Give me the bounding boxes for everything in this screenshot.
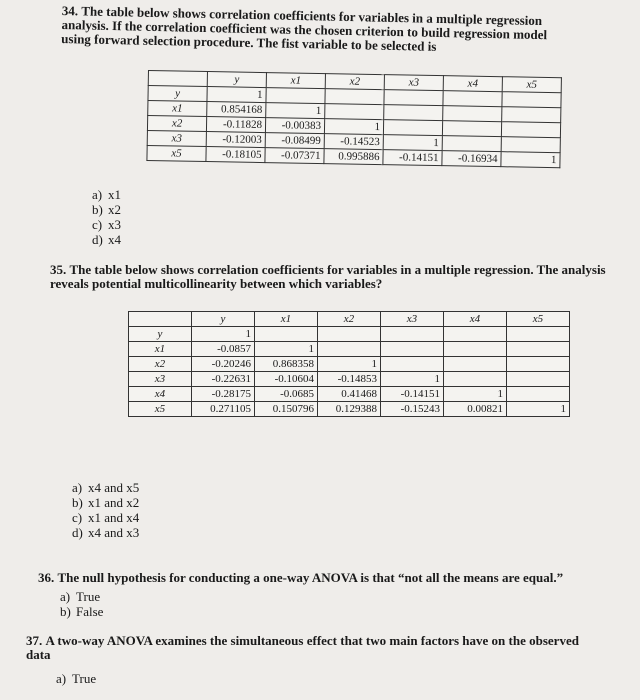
table-cell: -0.08499 (265, 133, 324, 149)
question-37 (26, 634, 606, 662)
table-cell: 0.41468 (318, 387, 381, 402)
table-cell: 1 (501, 152, 560, 168)
table-cell (266, 88, 325, 104)
column-header (129, 312, 192, 327)
table-cell (325, 104, 384, 120)
table-cell (507, 372, 570, 387)
row-header: x1 (148, 101, 207, 117)
row-header: x3 (147, 130, 206, 146)
table-cell: 1 (507, 402, 570, 417)
table-cell (255, 327, 318, 342)
column-header: y (192, 312, 255, 327)
column-header: y (207, 72, 266, 88)
column-header: x2 (318, 312, 381, 327)
answer-option[interactable] (92, 187, 121, 202)
options-q34 (92, 187, 121, 247)
answer-option[interactable] (56, 671, 96, 686)
table-cell (381, 357, 444, 372)
question-text: The table below shows correlation coefficients for variables in a multiple regression analysis. If the correlation coefficient was the chosen criterion to build regression model using forward selection procedure. The fist variable to be selected is (61, 3, 548, 54)
column-header: x5 (507, 312, 570, 327)
table-cell (507, 342, 570, 357)
table-cell: 0.00821 (444, 402, 507, 417)
option-text: x4 and x5 (88, 480, 140, 495)
table-cell: -0.18105 (206, 147, 265, 163)
table-cell: 1 (444, 387, 507, 402)
table-row (129, 327, 570, 342)
table-row (129, 372, 570, 387)
table-cell (381, 342, 444, 357)
table-cell: -0.15243 (381, 402, 444, 417)
option-text: True (76, 589, 101, 604)
table-cell (384, 105, 443, 121)
table-cell: 0.271105 (192, 402, 255, 417)
table-cell: -0.10604 (255, 372, 318, 387)
table-cell: 1 (383, 135, 442, 151)
table-cell: -0.20246 (192, 357, 255, 372)
table-cell (442, 121, 501, 137)
row-header: y (129, 327, 192, 342)
column-header (148, 71, 207, 87)
option-label: b) (92, 202, 103, 217)
table-cell (502, 92, 561, 108)
option-text: x1 and x4 (88, 510, 140, 525)
question-36 (38, 571, 608, 585)
table-cell: -0.07371 (265, 148, 324, 164)
option-text: x4 and x3 (88, 525, 140, 540)
row-header: x2 (129, 357, 192, 372)
table-cell (381, 327, 444, 342)
option-label: c) (72, 510, 83, 525)
option-label: a) (56, 671, 67, 686)
table-cell: -0.14151 (381, 387, 444, 402)
table-cell (318, 327, 381, 342)
question-text: The null hypothesis for conducting a one-way ANOVA is that “not all the means are equal.” (57, 570, 564, 585)
table-cell (501, 137, 560, 153)
table-cell (507, 357, 570, 372)
column-header: x4 (444, 312, 507, 327)
table-cell: 0.129388 (318, 402, 381, 417)
table-cell: 1 (266, 103, 325, 119)
column-header: x1 (266, 73, 325, 89)
table-cell (502, 107, 561, 123)
table-cell: 1 (381, 372, 444, 387)
answer-option[interactable] (60, 604, 103, 619)
option-text: True (72, 671, 97, 686)
table-cell: 1 (207, 87, 266, 103)
table-row (129, 402, 570, 417)
table-cell: -0.0685 (255, 387, 318, 402)
table-cell (325, 89, 384, 105)
answer-option[interactable] (92, 232, 121, 247)
answer-option[interactable] (72, 480, 139, 495)
question-number: 35. (50, 262, 67, 277)
table-cell (443, 91, 502, 107)
column-header: x5 (502, 77, 561, 93)
row-header: x1 (129, 342, 192, 357)
table-cell: 0.995886 (324, 149, 383, 165)
question-number: 36. (38, 570, 55, 585)
answer-option[interactable] (72, 525, 139, 540)
row-header: x4 (129, 387, 192, 402)
option-label: d) (72, 525, 83, 540)
table-cell (384, 90, 443, 106)
table-cell (383, 120, 442, 136)
options-q37 (56, 671, 96, 686)
table-cell: 1 (255, 342, 318, 357)
option-label: a) (92, 187, 103, 202)
option-text: x3 (108, 217, 121, 232)
answer-option[interactable] (92, 217, 121, 232)
table-header-row (129, 312, 570, 327)
table-cell: -0.14523 (324, 134, 383, 150)
table-cell: 0.868358 (255, 357, 318, 372)
table-row (129, 357, 570, 372)
options-q35 (72, 480, 139, 540)
option-text: x2 (108, 202, 121, 217)
table-cell: -0.12003 (206, 132, 265, 148)
table-cell: -0.14853 (318, 372, 381, 387)
table-cell: -0.22631 (192, 372, 255, 387)
table-cell (507, 327, 570, 342)
option-label: a) (72, 480, 83, 495)
question-number: 34. (61, 3, 79, 19)
table-cell: -0.0857 (192, 342, 255, 357)
option-text: x4 (108, 232, 121, 247)
option-label: c) (92, 217, 103, 232)
option-label: b) (60, 604, 71, 619)
table-cell (444, 342, 507, 357)
table-cell: -0.28175 (192, 387, 255, 402)
table-cell: 0.150796 (255, 402, 318, 417)
table-cell: 1 (324, 119, 383, 135)
correlation-table-q34 (146, 70, 562, 168)
column-header: x2 (325, 74, 384, 90)
option-label: a) (60, 589, 71, 604)
table-cell: -0.00383 (265, 118, 324, 134)
question-number: 37. (26, 633, 43, 648)
table-cell (501, 122, 560, 138)
table-cell (318, 342, 381, 357)
question-text: The table below shows correlation coefficients for variables in a multiple regression. The analysis reveals potential multicollinearity between which variables? (50, 262, 606, 291)
table-cell (444, 327, 507, 342)
row-header: x5 (147, 145, 206, 161)
answer-option[interactable] (72, 495, 139, 510)
table-cell (444, 372, 507, 387)
table-cell (507, 387, 570, 402)
option-label: b) (72, 495, 83, 510)
correlation-table-q35 (128, 311, 570, 417)
table-cell: 1 (192, 327, 255, 342)
column-header: x3 (381, 312, 444, 327)
question-text: A two-way ANOVA examines the simultaneous effect that two main factors have on the observed data (26, 633, 579, 662)
option-text: x1 (108, 187, 121, 202)
question-35 (50, 263, 610, 291)
table-cell: 1 (318, 357, 381, 372)
row-header: y (148, 86, 207, 102)
table-cell: 0.854168 (207, 102, 266, 118)
table-cell (444, 357, 507, 372)
row-header: x2 (147, 116, 206, 132)
table-cell: -0.16934 (442, 151, 501, 167)
column-header: x3 (384, 75, 443, 91)
options-q36 (60, 589, 103, 619)
option-text: x1 and x2 (88, 495, 140, 510)
answer-option[interactable] (60, 589, 103, 604)
row-header: x5 (129, 402, 192, 417)
column-header: x1 (255, 312, 318, 327)
table-row (129, 387, 570, 402)
option-label: d) (92, 232, 103, 247)
answer-option[interactable] (92, 202, 121, 217)
row-header: x3 (129, 372, 192, 387)
table-row (129, 342, 570, 357)
question-34 (61, 4, 562, 56)
table-cell: -0.14151 (383, 150, 442, 166)
table-cell: -0.11828 (206, 117, 265, 133)
column-header: x4 (443, 76, 502, 92)
table-cell (443, 106, 502, 122)
option-text: False (76, 604, 104, 619)
answer-option[interactable] (72, 510, 139, 525)
table-cell (442, 136, 501, 152)
